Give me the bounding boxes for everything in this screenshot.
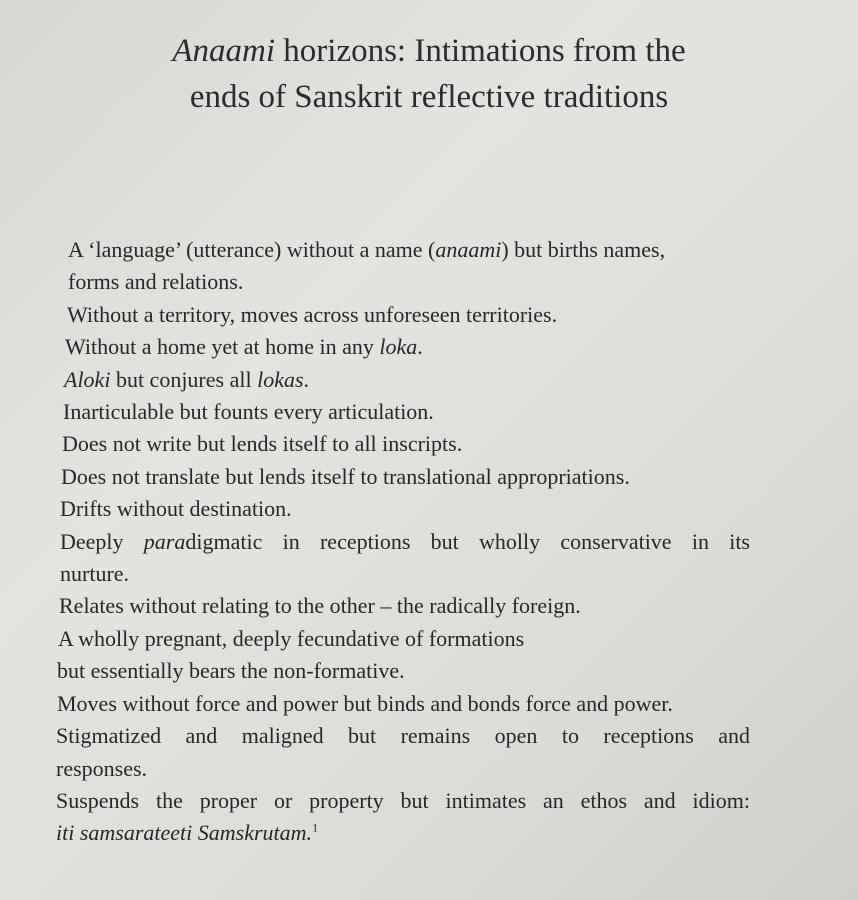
text-run: Without a home yet at home in any bbox=[65, 334, 380, 360]
poem-line: Stigmatized and maligned but remains open to receptions and bbox=[56, 723, 750, 749]
poem-line bbox=[56, 817, 756, 849]
text-run: . bbox=[417, 334, 423, 360]
poem-line bbox=[56, 364, 756, 396]
poem-line bbox=[56, 526, 750, 558]
title-line-1-rest: horizons: Intimations from the bbox=[275, 33, 686, 69]
poem-line: A wholly pregnant, deeply fecundative of formations bbox=[58, 625, 525, 651]
poem-line: Inarticulable but founts every articulation. bbox=[63, 399, 434, 425]
chapter-title-line-1 bbox=[40, 28, 818, 74]
poem-line: responses. bbox=[56, 755, 148, 781]
chapter-title-line-2: ends of Sanskrit reflective traditions bbox=[189, 79, 669, 115]
italic-term: loka bbox=[379, 334, 418, 360]
poem-line: forms and relations. bbox=[68, 269, 244, 295]
poem-line: Does not translate but lends itself to translational appropriations. bbox=[61, 463, 630, 489]
poem-line: Does not write but lends itself to all inscripts. bbox=[62, 431, 463, 457]
italic-closing-phrase: iti samsarateeti Samskrutam. bbox=[56, 820, 313, 846]
poem-line: Without a territory, moves across unforeseen territories. bbox=[67, 301, 558, 327]
text-run: digmatic in receptions but wholly conservative in its bbox=[185, 528, 750, 554]
italic-term: Aloki bbox=[64, 366, 111, 392]
chapter-title bbox=[40, 28, 818, 120]
text-run: Deeply bbox=[60, 528, 144, 554]
text-run: . bbox=[303, 366, 310, 392]
poem-line: Moves without force and power but binds and bonds force and power. bbox=[57, 690, 673, 716]
poem-line: but essentially bears the non-formative. bbox=[57, 658, 405, 684]
title-italic-word: Anaami bbox=[172, 33, 276, 69]
footnote-marker: 1 bbox=[312, 820, 319, 835]
poem-body bbox=[56, 234, 756, 850]
italic-term: lokas bbox=[257, 366, 304, 392]
italic-term: anaami bbox=[435, 237, 502, 262]
text-run: but conjures all bbox=[110, 366, 258, 392]
italic-term: para bbox=[143, 528, 186, 554]
poem-line bbox=[56, 331, 756, 363]
poem-line: Suspends the proper or property but intimates an ethos and idiom: bbox=[56, 787, 750, 813]
text-run: A ‘language’ (utterance) without a name ( bbox=[68, 237, 436, 262]
poem-line: Drifts without destination. bbox=[60, 496, 292, 522]
poem-line: Relates without relating to the other – the radically foreign. bbox=[59, 593, 581, 619]
text-run: ) but births names, bbox=[501, 237, 666, 262]
poem-line: nurture. bbox=[60, 561, 130, 587]
poem-line bbox=[56, 234, 756, 266]
